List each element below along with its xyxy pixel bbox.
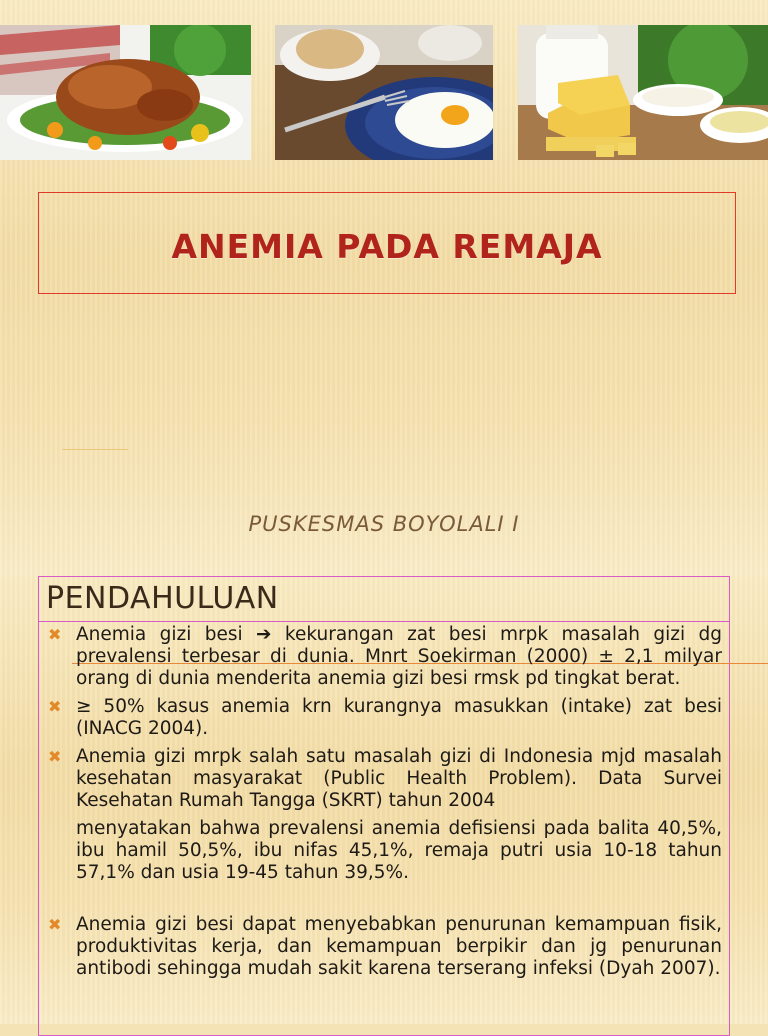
milk-cheese-photo	[518, 25, 768, 160]
roast-chicken-photo	[0, 25, 251, 160]
divider-line	[62, 449, 128, 450]
title-box	[38, 192, 736, 294]
bullet-text: Anemia gizi besi ➔ kekurangan zat besi mrpk masalah gizi dg prevalensi terbesar di dunia. Mnrt Soekirman (2000) ± 2,1 milyar orang di dunia menderita anemia gizi besi rmsk pd tingkat berat.	[76, 624, 722, 689]
slide-subtitle: PUSKESMAS BOYOLALI I	[248, 512, 520, 536]
x-bullet-icon: ✖	[48, 697, 62, 716]
heading-divider	[38, 621, 730, 622]
list-item	[46, 624, 722, 690]
continuation-paragraph: menyatakan bahwa prevalensi anemia defisiensi pada balita 40,5%, ibu hamil 50,5%, ibu nifas 45,1%, remaja putri usia 10-18 tahun 57,1% dan usia 19-45 tahun 39,5%.	[76, 818, 722, 883]
bullet-text: Anemia gizi mrpk salah satu masalah gizi di Indonesia mjd masalah kesehatan masyarakat (Public Health Problem). Data Survei Kesehatan Rumah Tangga (SKRT) tahun 2004	[76, 746, 722, 811]
slide-title: ANEMIA PADA REMAJA	[171, 226, 603, 266]
bullet-text: ≥ 50% kasus anemia krn kurangnya masukkan (intake) zat besi (INACG 2004).	[76, 696, 722, 739]
list-item	[46, 914, 722, 980]
list-item	[46, 746, 722, 812]
bullet-list	[46, 624, 722, 980]
x-bullet-icon: ✖	[48, 915, 62, 934]
bullet-text: Anemia gizi besi dapat menyebabkan penurunan kemampuan fisik, produktivitas kerja, dan kemampuan berpikir dan jg penurunan antibodi sehingga mudah sakit karena terserang infeksi (Dyah 2007).	[76, 914, 722, 979]
x-bullet-icon: ✖	[48, 625, 62, 644]
x-bullet-icon: ✖	[48, 747, 62, 766]
fried-egg-photo	[275, 25, 493, 160]
list-item	[46, 696, 722, 740]
content-slide	[0, 575, 768, 1024]
section-heading: PENDAHULUAN	[46, 581, 279, 616]
